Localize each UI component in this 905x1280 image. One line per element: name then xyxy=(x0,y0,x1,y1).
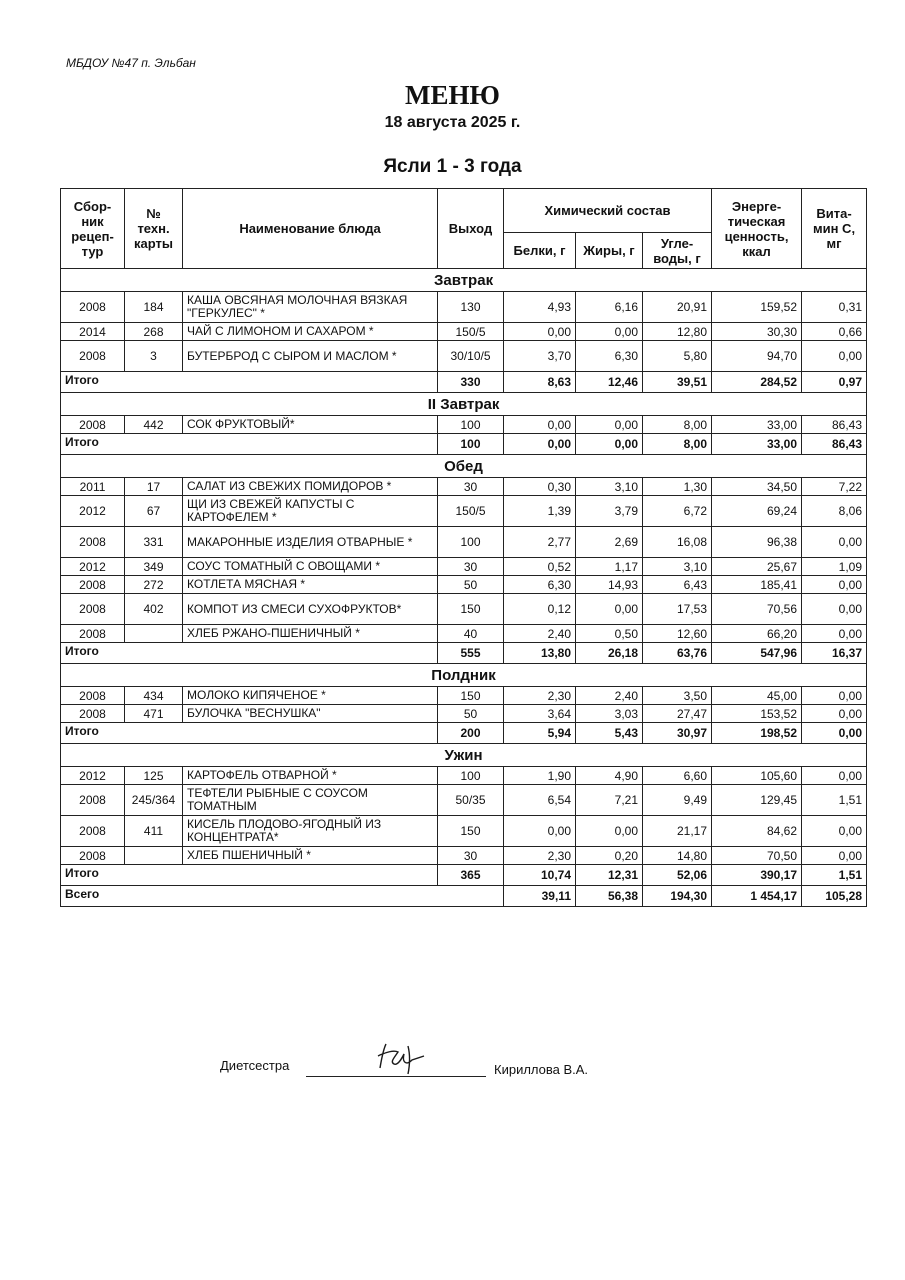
table-row xyxy=(61,785,867,816)
total-vitamin: 1,51 xyxy=(802,865,867,886)
dish-name: КАША ОВСЯНАЯ МОЛОЧНАЯ ВЯЗКАЯ "ГЕРКУЛЕС" * xyxy=(183,292,438,323)
vitamin-value: 0,00 xyxy=(802,341,867,372)
table-row xyxy=(61,527,867,558)
total-carbs: 52,06 xyxy=(643,865,712,886)
energy-value: 70,50 xyxy=(712,847,802,865)
fats-value: 1,17 xyxy=(576,558,643,576)
total-yield: 555 xyxy=(438,643,504,664)
tech-card-number: 471 xyxy=(125,705,183,723)
total-fats: 12,31 xyxy=(576,865,643,886)
fats-value: 3,03 xyxy=(576,705,643,723)
grand-total-proteins: 39,11 xyxy=(504,886,576,907)
dish-name: СОУС ТОМАТНЫЙ С ОВОЩАМИ * xyxy=(183,558,438,576)
carbs-value: 3,10 xyxy=(643,558,712,576)
recipe-collection: 2008 xyxy=(61,847,125,865)
fats-value: 4,90 xyxy=(576,767,643,785)
tech-card-number: 268 xyxy=(125,323,183,341)
energy-value: 129,45 xyxy=(712,785,802,816)
proteins-value: 1,39 xyxy=(504,496,576,527)
energy-value: 34,50 xyxy=(712,478,802,496)
dish-name: ТЕФТЕЛИ РЫБНЫЕ С СОУСОМ ТОМАТНЫМ xyxy=(183,785,438,816)
dish-yield: 150/5 xyxy=(438,323,504,341)
carbs-value: 17,53 xyxy=(643,594,712,625)
grand-total-row xyxy=(61,886,867,907)
dish-name: КОТЛЕТА МЯСНАЯ * xyxy=(183,576,438,594)
carbs-value: 21,17 xyxy=(643,816,712,847)
energy-value: 33,00 xyxy=(712,416,802,434)
header-energy: Энерге-тическая ценность, ккал xyxy=(712,189,802,269)
table-row xyxy=(61,496,867,527)
handwritten-signature xyxy=(372,1040,432,1076)
proteins-value: 3,64 xyxy=(504,705,576,723)
total-fats: 5,43 xyxy=(576,723,643,744)
total-fats: 0,00 xyxy=(576,434,643,455)
dish-yield: 150/5 xyxy=(438,496,504,527)
tech-card-number: 17 xyxy=(125,478,183,496)
dish-yield: 100 xyxy=(438,527,504,558)
table-row xyxy=(61,687,867,705)
table-row xyxy=(61,625,867,643)
recipe-collection: 2008 xyxy=(61,292,125,323)
energy-value: 25,67 xyxy=(712,558,802,576)
table-row xyxy=(61,478,867,496)
proteins-value: 0,00 xyxy=(504,323,576,341)
table-row xyxy=(61,576,867,594)
recipe-collection: 2008 xyxy=(61,785,125,816)
vitamin-value: 0,00 xyxy=(802,625,867,643)
dish-yield: 150 xyxy=(438,594,504,625)
proteins-value: 2,30 xyxy=(504,847,576,865)
recipe-collection: 2008 xyxy=(61,705,125,723)
table-row xyxy=(61,341,867,372)
dish-name: СОК ФРУКТОВЫЙ* xyxy=(183,416,438,434)
grand-total-fats: 56,38 xyxy=(576,886,643,907)
dish-name: БУЛОЧКА "ВЕСНУШКА" xyxy=(183,705,438,723)
energy-value: 30,30 xyxy=(712,323,802,341)
energy-value: 105,60 xyxy=(712,767,802,785)
tech-card-number: 434 xyxy=(125,687,183,705)
header-proteins: Белки, г xyxy=(504,233,576,269)
dish-yield: 150 xyxy=(438,687,504,705)
carbs-value: 5,80 xyxy=(643,341,712,372)
dish-yield: 100 xyxy=(438,767,504,785)
carbs-value: 9,49 xyxy=(643,785,712,816)
total-carbs: 30,97 xyxy=(643,723,712,744)
table-row xyxy=(61,767,867,785)
proteins-value: 1,90 xyxy=(504,767,576,785)
header-carbs: Угле-воды, г xyxy=(643,233,712,269)
signature-line xyxy=(306,1076,486,1077)
header-fats: Жиры, г xyxy=(576,233,643,269)
fats-value: 3,79 xyxy=(576,496,643,527)
tech-card-number: 411 xyxy=(125,816,183,847)
energy-value: 185,41 xyxy=(712,576,802,594)
table-row xyxy=(61,416,867,434)
total-label: Итого xyxy=(61,372,438,393)
dish-yield: 100 xyxy=(438,416,504,434)
total-energy: 390,17 xyxy=(712,865,802,886)
energy-value: 159,52 xyxy=(712,292,802,323)
fats-value: 0,00 xyxy=(576,594,643,625)
table-row xyxy=(61,594,867,625)
dish-yield: 50 xyxy=(438,705,504,723)
proteins-value: 2,77 xyxy=(504,527,576,558)
dish-name: ХЛЕБ РЖАНО-ПШЕНИЧНЫЙ * xyxy=(183,625,438,643)
header-chem: Химический состав xyxy=(504,189,712,233)
recipe-collection: 2008 xyxy=(61,341,125,372)
tech-card-number xyxy=(125,847,183,865)
vitamin-value: 0,00 xyxy=(802,767,867,785)
total-vitamin: 0,00 xyxy=(802,723,867,744)
carbs-value: 16,08 xyxy=(643,527,712,558)
dish-yield: 40 xyxy=(438,625,504,643)
vitamin-value: 1,09 xyxy=(802,558,867,576)
header-yield: Выход xyxy=(438,189,504,269)
dish-name: БУТЕРБРОД С СЫРОМ И МАСЛОМ * xyxy=(183,341,438,372)
dish-yield: 50 xyxy=(438,576,504,594)
recipe-collection: 2008 xyxy=(61,416,125,434)
proteins-value: 2,30 xyxy=(504,687,576,705)
recipe-collection: 2008 xyxy=(61,527,125,558)
vitamin-value: 8,06 xyxy=(802,496,867,527)
vitamin-value: 0,00 xyxy=(802,847,867,865)
dish-yield: 50/35 xyxy=(438,785,504,816)
fats-value: 0,20 xyxy=(576,847,643,865)
total-proteins: 10,74 xyxy=(504,865,576,886)
energy-value: 153,52 xyxy=(712,705,802,723)
proteins-value: 0,52 xyxy=(504,558,576,576)
table-row xyxy=(61,292,867,323)
section-title: Ужин xyxy=(61,744,867,767)
dish-name: КОМПОТ ИЗ СМЕСИ СУХОФРУКТОВ* xyxy=(183,594,438,625)
fats-value: 0,00 xyxy=(576,416,643,434)
total-energy: 547,96 xyxy=(712,643,802,664)
total-proteins: 5,94 xyxy=(504,723,576,744)
carbs-value: 8,00 xyxy=(643,416,712,434)
energy-value: 45,00 xyxy=(712,687,802,705)
dish-yield: 30 xyxy=(438,558,504,576)
proteins-value: 0,30 xyxy=(504,478,576,496)
total-fats: 26,18 xyxy=(576,643,643,664)
tech-card-number xyxy=(125,625,183,643)
organization-name: МБДОУ №47 п. Эльбан xyxy=(66,56,196,70)
total-row xyxy=(61,865,867,886)
recipe-collection: 2008 xyxy=(61,625,125,643)
total-label: Итого xyxy=(61,643,438,664)
table-row xyxy=(61,816,867,847)
fats-value: 6,16 xyxy=(576,292,643,323)
proteins-value: 0,00 xyxy=(504,416,576,434)
recipe-collection: 2008 xyxy=(61,687,125,705)
proteins-value: 6,54 xyxy=(504,785,576,816)
tech-card-number: 245/364 xyxy=(125,785,183,816)
section-title: Обед xyxy=(61,455,867,478)
table-row xyxy=(61,705,867,723)
tech-card-number: 349 xyxy=(125,558,183,576)
dish-name: ЧАЙ С ЛИМОНОМ И САХАРОМ * xyxy=(183,323,438,341)
total-energy: 284,52 xyxy=(712,372,802,393)
recipe-collection: 2011 xyxy=(61,478,125,496)
energy-value: 84,62 xyxy=(712,816,802,847)
menu-date: 18 августа 2025 г. xyxy=(384,114,521,131)
grand-total-energy: 1 454,17 xyxy=(712,886,802,907)
section-title: Завтрак xyxy=(61,269,867,292)
vitamin-value: 86,43 xyxy=(802,416,867,434)
carbs-value: 1,30 xyxy=(643,478,712,496)
energy-value: 66,20 xyxy=(712,625,802,643)
fats-value: 7,21 xyxy=(576,785,643,816)
energy-value: 70,56 xyxy=(712,594,802,625)
recipe-collection: 2008 xyxy=(61,576,125,594)
signature-name: Кириллова В.А. xyxy=(494,1062,589,1077)
total-label: Итого xyxy=(61,865,438,886)
total-energy: 33,00 xyxy=(712,434,802,455)
proteins-value: 4,93 xyxy=(504,292,576,323)
vitamin-value: 0,31 xyxy=(802,292,867,323)
menu-body xyxy=(61,269,867,907)
fats-value: 0,00 xyxy=(576,323,643,341)
proteins-value: 0,00 xyxy=(504,816,576,847)
total-vitamin: 16,37 xyxy=(802,643,867,664)
energy-value: 69,24 xyxy=(712,496,802,527)
vitamin-value: 7,22 xyxy=(802,478,867,496)
total-carbs: 8,00 xyxy=(643,434,712,455)
fats-value: 2,69 xyxy=(576,527,643,558)
dish-name: КАРТОФЕЛЬ ОТВАРНОЙ * xyxy=(183,767,438,785)
total-yield: 200 xyxy=(438,723,504,744)
vitamin-value: 0,00 xyxy=(802,576,867,594)
carbs-value: 6,60 xyxy=(643,767,712,785)
total-proteins: 13,80 xyxy=(504,643,576,664)
recipe-collection: 2012 xyxy=(61,558,125,576)
total-yield: 100 xyxy=(438,434,504,455)
fats-value: 2,40 xyxy=(576,687,643,705)
header-collection: Сбор-ник рецеп-тур xyxy=(61,189,125,269)
dish-name: САЛАТ ИЗ СВЕЖИХ ПОМИДОРОВ * xyxy=(183,478,438,496)
fats-value: 14,93 xyxy=(576,576,643,594)
total-row xyxy=(61,643,867,664)
tech-card-number: 442 xyxy=(125,416,183,434)
carbs-value: 20,91 xyxy=(643,292,712,323)
recipe-collection: 2014 xyxy=(61,323,125,341)
proteins-value: 3,70 xyxy=(504,341,576,372)
header-card: № техн. карты xyxy=(125,189,183,269)
recipe-collection: 2008 xyxy=(61,594,125,625)
header-dish: Наименование блюда xyxy=(183,189,438,269)
total-vitamin: 86,43 xyxy=(802,434,867,455)
dish-name: МАКАРОННЫЕ ИЗДЕЛИЯ ОТВАРНЫЕ * xyxy=(183,527,438,558)
dish-yield: 30/10/5 xyxy=(438,341,504,372)
vitamin-value: 0,66 xyxy=(802,323,867,341)
tech-card-number: 331 xyxy=(125,527,183,558)
document-title: МЕНЮ xyxy=(405,80,500,110)
dish-yield: 30 xyxy=(438,478,504,496)
signature-role: Диетсестра xyxy=(220,1058,290,1073)
vitamin-value: 1,51 xyxy=(802,785,867,816)
total-vitamin: 0,97 xyxy=(802,372,867,393)
carbs-value: 6,72 xyxy=(643,496,712,527)
table-row xyxy=(61,847,867,865)
section-title: II Завтрак xyxy=(61,393,867,416)
energy-value: 96,38 xyxy=(712,527,802,558)
vitamin-value: 0,00 xyxy=(802,527,867,558)
grand-total-vitamin: 105,28 xyxy=(802,886,867,907)
tech-card-number: 272 xyxy=(125,576,183,594)
proteins-value: 2,40 xyxy=(504,625,576,643)
carbs-value: 14,80 xyxy=(643,847,712,865)
total-fats: 12,46 xyxy=(576,372,643,393)
recipe-collection: 2008 xyxy=(61,816,125,847)
dish-yield: 130 xyxy=(438,292,504,323)
vitamin-value: 0,00 xyxy=(802,816,867,847)
total-carbs: 63,76 xyxy=(643,643,712,664)
vitamin-value: 0,00 xyxy=(802,594,867,625)
fats-value: 3,10 xyxy=(576,478,643,496)
total-carbs: 39,51 xyxy=(643,372,712,393)
carbs-value: 3,50 xyxy=(643,687,712,705)
recipe-collection: 2012 xyxy=(61,496,125,527)
vitamin-value: 0,00 xyxy=(802,687,867,705)
grand-total-carbs: 194,30 xyxy=(643,886,712,907)
carbs-value: 12,60 xyxy=(643,625,712,643)
total-yield: 330 xyxy=(438,372,504,393)
dish-name: ЩИ ИЗ СВЕЖЕЙ КАПУСТЫ С КАРТОФЕЛЕМ * xyxy=(183,496,438,527)
dish-yield: 30 xyxy=(438,847,504,865)
tech-card-number: 125 xyxy=(125,767,183,785)
dish-name: МОЛОКО КИПЯЧЕНОЕ * xyxy=(183,687,438,705)
total-label: Итого xyxy=(61,434,438,455)
proteins-value: 0,12 xyxy=(504,594,576,625)
section-title: Полдник xyxy=(61,664,867,687)
recipe-collection: 2012 xyxy=(61,767,125,785)
total-row xyxy=(61,723,867,744)
total-proteins: 8,63 xyxy=(504,372,576,393)
total-row xyxy=(61,434,867,455)
total-proteins: 0,00 xyxy=(504,434,576,455)
dish-yield: 150 xyxy=(438,816,504,847)
carbs-value: 12,80 xyxy=(643,323,712,341)
fats-value: 6,30 xyxy=(576,341,643,372)
menu-table xyxy=(60,188,867,907)
tech-card-number: 184 xyxy=(125,292,183,323)
carbs-value: 27,47 xyxy=(643,705,712,723)
dish-name: ХЛЕБ ПШЕНИЧНЫЙ * xyxy=(183,847,438,865)
total-label: Итого xyxy=(61,723,438,744)
total-energy: 198,52 xyxy=(712,723,802,744)
carbs-value: 6,43 xyxy=(643,576,712,594)
dish-name: КИСЕЛЬ ПЛОДОВО-ЯГОДНЫЙ ИЗ КОНЦЕНТРАТА* xyxy=(183,816,438,847)
tech-card-number: 402 xyxy=(125,594,183,625)
grand-total-label: Всего xyxy=(61,886,504,907)
energy-value: 94,70 xyxy=(712,341,802,372)
total-row xyxy=(61,372,867,393)
header-vitamin: Вита-мин С, мг xyxy=(802,189,867,269)
tech-card-number: 3 xyxy=(125,341,183,372)
fats-value: 0,50 xyxy=(576,625,643,643)
total-yield: 365 xyxy=(438,865,504,886)
table-row xyxy=(61,323,867,341)
vitamin-value: 0,00 xyxy=(802,705,867,723)
fats-value: 0,00 xyxy=(576,816,643,847)
table-row xyxy=(61,558,867,576)
tech-card-number: 67 xyxy=(125,496,183,527)
proteins-value: 6,30 xyxy=(504,576,576,594)
age-group: Ясли 1 - 3 года xyxy=(383,156,522,177)
